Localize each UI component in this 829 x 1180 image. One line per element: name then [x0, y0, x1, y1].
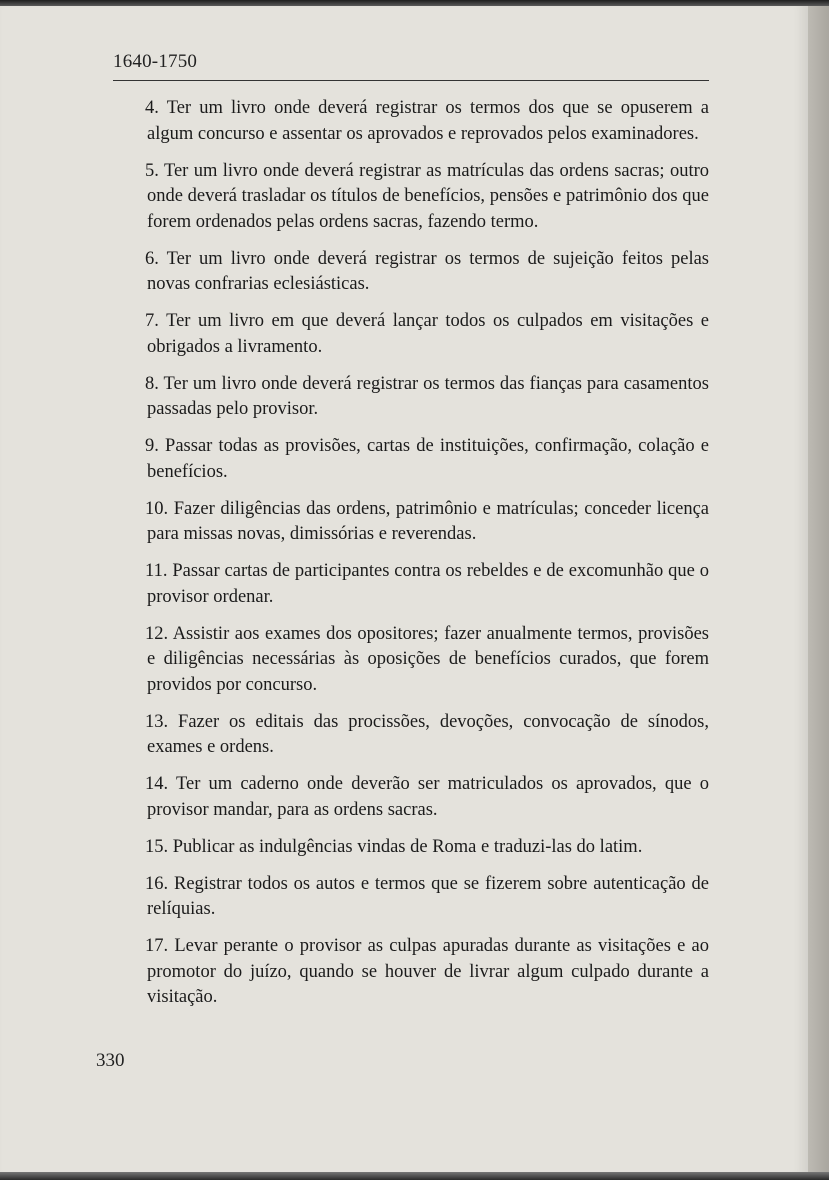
- list-item: [113, 497, 709, 548]
- item-number: 5.: [145, 160, 159, 181]
- item-text: Fazer os editais das procissões, devoções, convocação de sínodos, exames e ordens.: [147, 711, 709, 757]
- scan-top-border: [0, 0, 829, 6]
- list-item: [113, 372, 709, 423]
- list-item: [113, 96, 709, 147]
- item-number: 12.: [145, 623, 169, 644]
- item-number: 15.: [145, 836, 169, 857]
- item-text: Passar todas as provisões, cartas de instituições, confirmação, colação e benefícios.: [147, 436, 710, 482]
- item-number: 17.: [145, 936, 169, 956]
- running-head: 1640-1750: [113, 51, 198, 72]
- item-number: 13.: [145, 711, 169, 732]
- item-text: Ter um livro onde deverá registrar os termos de sujeição feitos pelas novas confrarias eclesiásticas.: [147, 248, 709, 294]
- item-number: 9.: [145, 436, 159, 456]
- list-item: [113, 559, 709, 610]
- item-text: Assistir aos exames dos opositores; fazer anualmente termos, provisões e diligências necessárias às oposições de benefícios curados, que forem providos por concurso.: [147, 623, 709, 695]
- item-number: 7.: [145, 311, 159, 331]
- item-text: Publicar as indulgências vindas de Roma e traduzi-las do latim.: [172, 836, 643, 857]
- item-text: Ter um livro onde deverá registrar os termos das fianças para casamentos passadas pelo provisor.: [147, 373, 709, 419]
- item-number: 8.: [145, 373, 159, 394]
- list-item: [113, 772, 709, 823]
- page-number: 330: [96, 1050, 125, 1071]
- item-number: 10.: [145, 498, 169, 519]
- list-item: [113, 434, 709, 485]
- item-text: Ter um livro em que deverá lançar todos os culpados em visitações e obrigados a livramento.: [147, 311, 709, 357]
- item-text: Ter um livro onde deverá registrar as matrículas das ordens sacras; outro onde deverá trasladar os títulos de benefícios, pensões e patrimônio dos que forem ordenados pelas ordens sacras, fazendo termo.: [147, 160, 710, 232]
- item-text: Ter um caderno onde deverão ser matriculados os aprovados, que o provisor mandar, para as ordens sacras.: [147, 774, 709, 820]
- list-item: [113, 159, 709, 236]
- duties-list: [113, 96, 709, 1022]
- item-text: Levar perante o provisor as culpas apuradas durante as visitações e ao promotor do juízo, quando se houver de livrar algum culpado durante a visitação.: [147, 936, 710, 1007]
- item-number: 6.: [145, 248, 159, 269]
- list-item: [113, 247, 709, 298]
- list-item: [113, 622, 709, 699]
- item-number: 4.: [145, 98, 159, 118]
- item-number: 11.: [145, 561, 168, 581]
- item-number: 16.: [145, 873, 169, 894]
- list-item: [113, 710, 709, 761]
- item-text: Fazer diligências das ordens, patrimônio e matrículas; conceder licença para missas novas, dimissórias e reverendas.: [147, 498, 709, 544]
- list-item: [113, 934, 709, 1011]
- item-text: Ter um livro onde deverá registrar os termos dos que se opuserem a algum concurso e assentar os aprovados e reprovados pelos examinadores.: [147, 98, 709, 144]
- item-text: Passar cartas de participantes contra os rebeldes e de excomunhão que o provisor ordenar.: [147, 561, 710, 607]
- list-item: [113, 835, 709, 861]
- page-edge: [808, 0, 829, 1180]
- item-text: Registrar todos os autos e termos que se fizerem sobre autenticação de relíquias.: [147, 873, 710, 919]
- scan-bottom-border: [0, 1172, 829, 1180]
- list-item: [113, 872, 709, 923]
- header-rule: [113, 80, 709, 81]
- list-item: [113, 309, 709, 360]
- item-number: 14.: [145, 774, 169, 794]
